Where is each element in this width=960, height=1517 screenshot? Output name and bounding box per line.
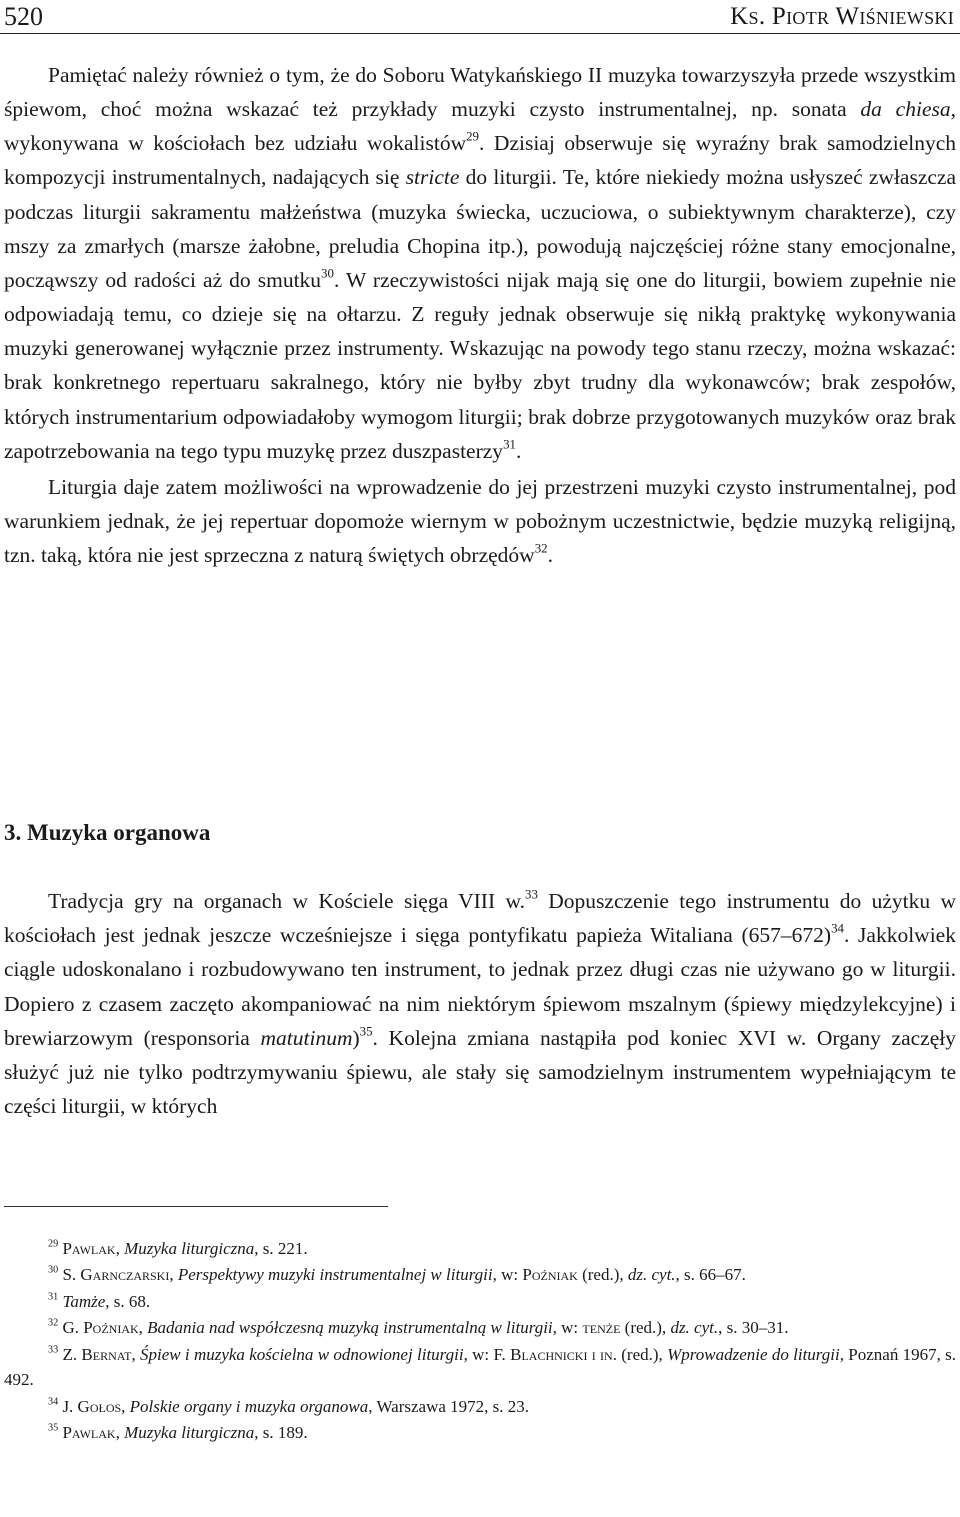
- emphasis-da-chiesa: da chiesa: [860, 97, 951, 122]
- footnote-30: $^{30}$ S. Garnczarski, Perspektywy muzyki instrumentalnej w liturgii, w: Poźniak (red.), dz. cyt., s. 66–67.: [48, 1265, 746, 1285]
- footnote-29: $^{29}$ Pawlak, Muzyka liturgiczna, s. 221.: [48, 1238, 308, 1258]
- header-rule: [0, 33, 960, 34]
- footnote-ref-32[interactable]: 32: [534, 541, 548, 556]
- paragraph-2: Liturgia daje zatem możliwości na wprowadzenie do jej przestrzeni muzyki czysto instrumentalnej, pod warunkiem jednak, że jej repertuar dopomoże wiernym w pobożnym uczestnictwie, będzie muzyką religijną, tzn. taką, która nie jest sprzeczna z naturą świętych obrzędów$^{32}$.: [4, 474, 956, 568]
- footnote-ref-29[interactable]: 29: [466, 130, 479, 145]
- footnote-ref-31[interactable]: 31: [503, 437, 516, 452]
- paragraph-3: Tradycja gry na organach w Kościele sięga VIII w.$^{33}$ Dopuszczenie tego instrumentu do użytku w kościołach jest jednak jeszcze wcześniejsze i sięga pontyfikatu papieża Witaliana $(657-672)^{34}$. Jakkolwiek ciągle udoskonalano i rozbudowywano ten instrument, to jednak przez długi czas nie używano go w liturgii. Dopiero z czasem zaczęto akompaniować na nim niektórym śpiewom mszalnym (śpiewy międzylekcyjne) i brewiarzowym (responsoria matutinum)$^{35}$. Kolejna zmiana nastąpiła pod koniec XVI w. Organy zaczęły służyć już nie tylko podtrzymywaniu śpiewu, ale stały się samodzielnym instrumentem wypełniającym te części liturgii, w których: [4, 887, 956, 1119]
- footnotes: [4, 1236, 956, 1446]
- footnote-separator: [4, 1206, 388, 1207]
- footnote-32: $^{32}$ G. Poźniak, Badania nad współczesną muzyką instrumentalną w liturgii, w: tenże (red.), dz. cyt., s. 30–31.: [48, 1317, 789, 1338]
- section-heading: 3. Muzyka organowa: [4, 820, 211, 845]
- footnote-ref-34[interactable]: 34: [831, 921, 844, 936]
- footnote-ref-33[interactable]: 33: [525, 887, 538, 902]
- running-head-author: Ks. Piotr Wiśniewski: [730, 3, 954, 30]
- body-text: [4, 58, 956, 572]
- page-number: 520: [4, 2, 43, 31]
- footnote-35: $^{35}$ Pawlak, Muzyka liturgiczna, s. 189.: [48, 1422, 308, 1442]
- emphasis-matutinum: matutinum: [260, 1025, 353, 1050]
- running-head: [0, 0, 960, 34]
- footnote-34: $^{34}$ J. Gołos, Polskie organy i muzyka organowa, Warszawa 1972, s. 23.: [48, 1396, 530, 1416]
- emphasis-stricte: stricte: [405, 165, 460, 190]
- footnote-ref-30[interactable]: 30: [321, 266, 334, 281]
- section-body-text: [4, 884, 956, 1123]
- footnote-31: $^{31}$ Tamże, s. 68.: [48, 1291, 151, 1311]
- paragraph-1: Pamiętać należy również o tym, że do Soboru Watykańskiego II muzyka towarzyszyła przede wszystkim śpiewom, choć można wskazać też przykłady muzyki czysto instrumentalnej, np. sonata da chiesa, wykonywana w kościołach bez udziału wokalistów$^{29}$. Dzisiaj obserwuje się wyraźny brak samodzielnych kompozycji instrumentalnych, nadających się stricte do liturgii. Te, które niekiedy można usłyszeć zwłaszcza podczas liturgii sakramentu małżeństwa (muzyka świecka, uczuciowa, o subiektywnym charakterze), czy mszy za zmarłych (marsze żałobne, preludia Chopina itp.), powodują najczęściej różne stany emocjonalne, począwszy od radości aż do smutku$^{30}$. W rzeczywistości nijak mają się one do liturgii, bowiem zupełnie nie odpowiadają temu, co dzieje się na ołtarzu. Z reguły jednak obserwuje się nikłą praktykę wykonywania muzyki generowanej wyłącznie przez instrumenty. Wskazując na powody tego stanu rzeczy, można wskazać: brak konkretnego repertuaru sakralnego, który nie byłby zbyt trudny dla wykonawców; brak zespołów, których instrumentarium odpowiadałoby wymogom liturgii; brak dobrze przygotowanych muzyków oraz brak zapotrzebowania na tego typu muzykę przez duszpasterzy$^{31}$.: [4, 63, 956, 463]
- footnote-ref-35[interactable]: 35: [359, 1024, 373, 1039]
- footnote-33: $^{33}$ Z. Bernat, Śpiew i muzyka kościelna w odnowionej liturgii, w: F. Blachnicki i in. (red.), Wprowadzenie do liturgii, Poznań 1967, s. 492.: [4, 1344, 957, 1390]
